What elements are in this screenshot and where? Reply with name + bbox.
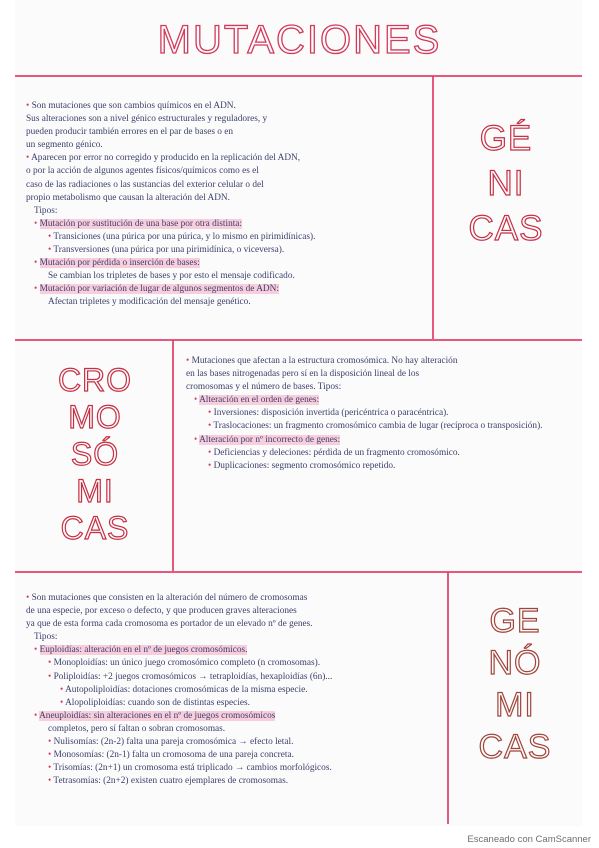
label-part: MI xyxy=(76,473,114,509)
highlighted-text: Aneuploidías: sin alteraciones en el nº de juegos cromosómicos xyxy=(39,710,276,721)
genicas-line: • Transiciones (una púrica por una púrica, y lo mismo en pirimidínicas). xyxy=(26,231,428,244)
genomicas-line: • Monosomías: (2n-1) falta un cromosoma de una pareja concreta. xyxy=(26,749,444,762)
cromosomicas-text xyxy=(186,355,578,473)
genomicas-line: ya que de esta forma cada cromosoma es portador de un elevado nº de genes. xyxy=(26,619,313,630)
highlighted-text: Alteración en el orden de genes: xyxy=(199,395,320,406)
divider-line xyxy=(432,76,434,339)
genicas-line: Tipos: xyxy=(34,205,58,216)
label-part: MO xyxy=(68,399,122,435)
genomicas-line: • Nulisomías: (2n-2) falta una pareja cromosómica → efecto letal. xyxy=(26,736,444,749)
genomicas-label xyxy=(453,600,577,768)
divider-line xyxy=(15,339,582,341)
divider-line xyxy=(15,571,582,573)
label-part: SÓ xyxy=(70,436,120,472)
cromosomicas-line: • Inversiones: disposición invertida (pericéntrica o paracéntrica). xyxy=(186,407,578,420)
divider-line xyxy=(172,340,174,571)
highlighted-text: Mutación por sustitución de una base por otra distinta: xyxy=(39,218,243,229)
genicas-line: Afectan tripletes y modificación del mensaje genético. xyxy=(48,297,251,308)
cromosomicas-line: cromosomas y el número de bases. Tipos: xyxy=(186,382,342,393)
label-part: CAS xyxy=(468,209,544,248)
genomicas-line: • Poliploidías: +2 juegos cromosómicos → tetraploidías, hexaploidías (6n)... xyxy=(26,671,444,684)
highlighted-text: Euploidías: alteración en el nº de juegos cromosómicos. xyxy=(39,645,248,656)
genomicas-line: • Monoploidías: un único juego cromosómico completo (n cromosomas). xyxy=(26,657,444,670)
highlighted-text: Mutación por variación de lugar de algunos segmentos de ADN: xyxy=(39,284,279,295)
genomicas-line: • Trisomías: (2n+1) un cromosoma está triplicado → cambios morfológicos. xyxy=(26,762,444,775)
genicas-line: Se cambian los tripletes de bases y por esto el mensaje codificado. xyxy=(48,271,295,282)
page-title: MUTACIONES xyxy=(157,18,442,62)
genomicas-line: • Autopoliploidías: dotaciones cromosómicas de la misma especie. xyxy=(26,684,444,697)
label-part: NÓ xyxy=(488,644,542,682)
label-part: GE xyxy=(489,602,541,640)
genomicas-line: completos, pero sí faltan o sobran cromosomas. xyxy=(48,723,226,734)
genicas-line: • Aparecen por error no corregido y producido en la replicación del ADN, xyxy=(26,152,428,165)
genomicas-line xyxy=(26,710,444,723)
genomicas-line: Tipos: xyxy=(34,632,58,643)
genomicas-line: de una especie, por exceso o defecto, y que producen graves alteraciones xyxy=(26,606,297,617)
cromosomicas-line: • Mutaciones que afectan a la estructura cromosómica. No hay alteración xyxy=(186,355,578,368)
scanner-watermark: Escaneado con CamScanner xyxy=(467,834,591,845)
cromosomicas-label xyxy=(20,362,170,547)
divider-line xyxy=(15,75,582,77)
cromosomicas-line xyxy=(186,434,578,447)
genicas-line xyxy=(26,257,428,270)
genicas-line: o por la acción de algunos agentes físicos/químicos como es el xyxy=(26,166,259,177)
genicas-text xyxy=(26,100,428,310)
genicas-line xyxy=(26,283,428,296)
label-part: NI xyxy=(487,164,525,203)
genicas-line: propio metabolismo que causan la alteración del ADN. xyxy=(26,192,230,203)
genicas-label xyxy=(437,116,575,251)
genomicas-line: • Alopoliploidías: cuando son de distintas especies. xyxy=(26,697,444,710)
genicas-line: pueden producir también errores en el par de bases o en xyxy=(26,127,234,138)
cromosomicas-line: • Deficiencias y deleciones: pérdida de un fragmento cromosómico. xyxy=(186,447,578,460)
label-part: CAS xyxy=(478,728,552,766)
genomicas-line: • Son mutaciones que consisten en la alteración del número de cromosomas xyxy=(26,592,444,605)
label-part: MI xyxy=(495,686,535,724)
genicas-line: caso de las radiaciones o las sustancias del exterior celular o del xyxy=(26,179,264,190)
label-part: CRO xyxy=(57,362,133,398)
genicas-line: • Son mutaciones que son cambios químicos en el ADN. xyxy=(26,100,428,113)
cromosomicas-line: • Duplicaciones: segmento cromosómico repetido. xyxy=(186,460,578,473)
highlighted-text: Mutación por pérdida o inserción de bases: xyxy=(39,258,200,269)
genicas-line: un segmento génico. xyxy=(26,140,103,151)
label-part: CAS xyxy=(60,510,130,546)
genicas-line xyxy=(26,218,428,231)
genicas-line: • Transversiones (una púrica por una pirimidínica, o viceversa). xyxy=(26,244,428,257)
cromosomicas-line: en las bases nitrogenadas pero sí en la disposición lineal de los xyxy=(186,369,420,380)
genomicas-line: • Tetrasomías: (2n+2) existen cuatro ejemplares de cromosomas. xyxy=(26,775,444,788)
label-part: GÉ xyxy=(479,119,533,158)
genomicas-line xyxy=(26,644,444,657)
cromosomicas-line xyxy=(186,394,578,407)
genicas-line: Sus alteraciones son a nivel génico estructurales y reguladores, y xyxy=(26,114,268,125)
highlighted-text: Alteración por nº incorrecto de genes: xyxy=(199,434,341,445)
cromosomicas-line: • Traslocaciones: un fragmento cromosómico cambia de lugar (recíproca o transposición). xyxy=(186,420,578,433)
genomicas-text xyxy=(26,592,444,788)
divider-line xyxy=(447,572,449,824)
